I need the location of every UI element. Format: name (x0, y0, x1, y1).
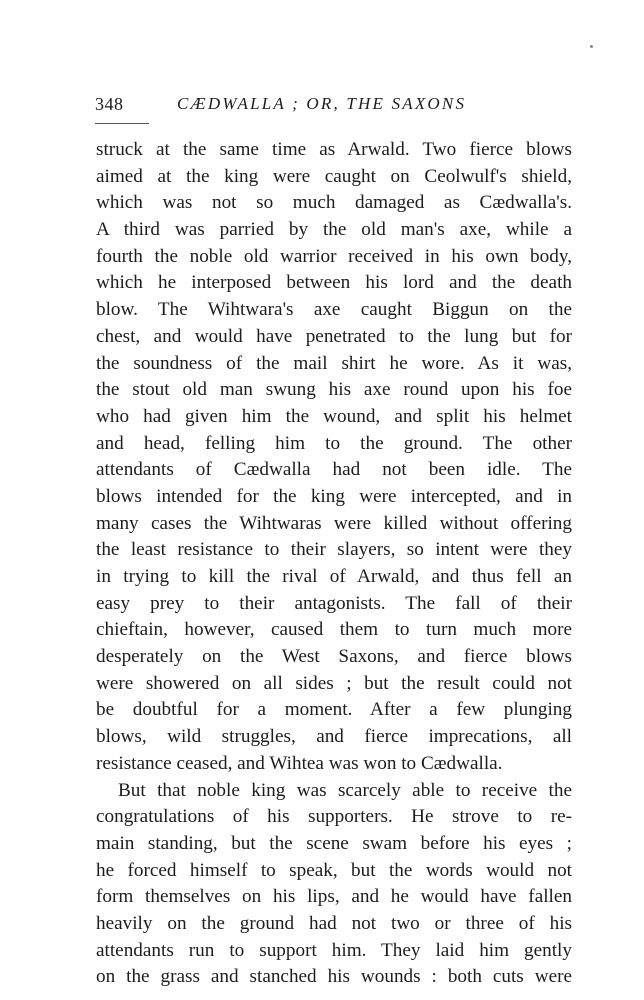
text-line: who had given him the wound, and split his helmet (96, 405, 572, 427)
text-line: resistance ceased, and Wihtea was won to Cædwalla. (96, 752, 503, 774)
text-line: be doubtful for a moment. After a few plunging (96, 699, 572, 721)
paragraph-2 (96, 778, 572, 992)
header-rule (95, 123, 149, 124)
page-number: 348 (95, 94, 124, 114)
text-line: easy prey to their antagonists. The fall of their (96, 592, 572, 614)
text-line: blows, wild struggles, and fierce imprecations, all (96, 726, 572, 748)
text-line: congratulations of his supporters. He strove to re- (96, 806, 572, 828)
text-line: desperately on the West Saxons, and fierce blows (96, 646, 572, 668)
text-line: But that noble king was scarcely able to receive the (118, 779, 572, 801)
text-line: struck at the same time as Arwald. Two fierce blows (96, 139, 572, 160)
body-text (96, 137, 572, 991)
text-line: he forced himself to speak, but the words would not (96, 859, 572, 881)
text-line: chest, and would have penetrated to the lung but for (96, 325, 572, 347)
text-line: A third was parried by the old man's axe, while a (96, 219, 572, 241)
text-line: form themselves on his lips, and he would have fallen (96, 886, 572, 908)
text-line: the soundness of the mail shirt he wore. As it was, (96, 352, 572, 374)
text-line: blow. The Wihtwara's axe caught Biggun on the (96, 299, 572, 321)
text-line: in trying to kill the rival of Arwald, and thus fell an (96, 566, 572, 587)
text-line: attendants run to support him. They laid him gently (96, 939, 572, 961)
text-line: chieftain, however, caused them to turn much more (96, 619, 572, 641)
text-line: which he interposed between his lord and the death (96, 272, 572, 294)
running-head: CÆDWALLA ; OR, THE SAXONS (177, 94, 467, 113)
text-line: main standing, but the scene swam before his eyes ; (96, 832, 572, 854)
text-line: on the grass and stanched his wounds : both cuts were (96, 966, 572, 988)
paragraph-1 (96, 137, 572, 778)
text-line: which was not so much damaged as Cædwalla's. (96, 192, 572, 214)
text-line: attendants of Cædwalla had not been idle. The (96, 459, 572, 481)
text-line: fourth the noble old warrior received in his own body, (96, 245, 572, 267)
text-line: aimed at the king were caught on Ceolwulf's shield, (96, 165, 572, 187)
text-line: the stout old man swung his axe round upon his foe (96, 379, 572, 401)
text-line: and head, felling him to the ground. The other (96, 432, 572, 454)
text-line: blows intended for the king were intercepted, and in (96, 485, 572, 507)
text-line: heavily on the ground had not two or three of his (96, 912, 572, 934)
text-line: many cases the Wihtwaras were killed without offering (96, 512, 572, 534)
page-header (95, 94, 575, 124)
page-speck (590, 45, 593, 48)
text-line: the least resistance to their slayers, so intent were they (96, 539, 572, 561)
text-line: were showered on all sides ; but the result could not (96, 672, 572, 694)
